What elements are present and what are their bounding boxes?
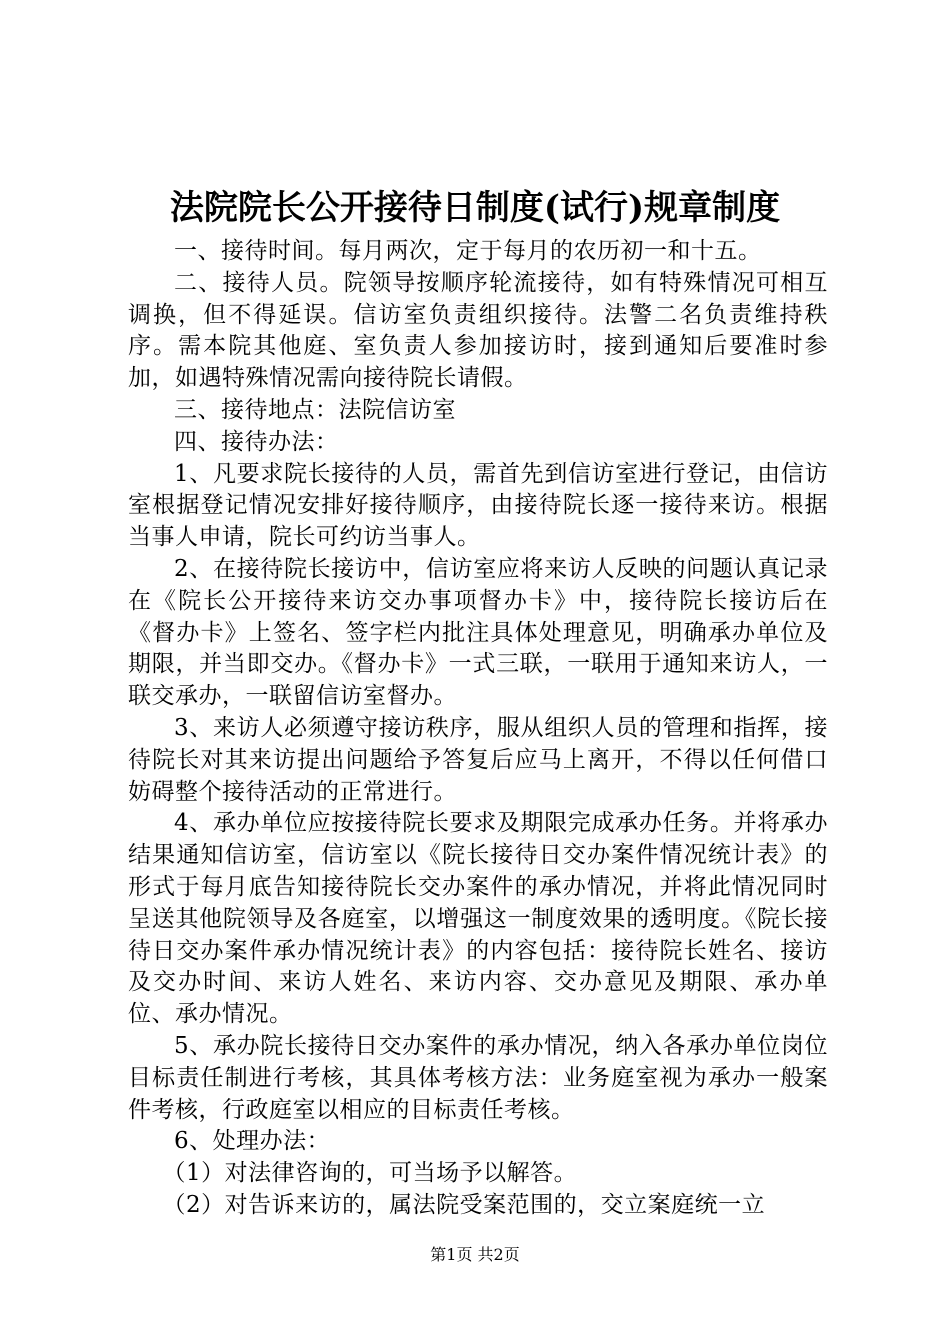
- paragraph-method-2: 2、在接待院长接访中，信访室应将来访人反映的问题认真记录在《院长公开接待来访交办事项督办卡》中，接待院长接访后在《督办卡》上签名、签字栏内批注具体处理意见，明确承办单位及期限，并当即交办。《督办卡》一式三联，一联用于通知来访人，一联交承办，一联留信访室督办。: [128, 555, 828, 710]
- paragraph-method-1: 1、凡要求院长接待的人员，需首先到信访室进行登记，由信访室根据登记情况安排好接待顺序，由接待院长逐一接待来访。根据当事人申请，院长可约访当事人。: [128, 460, 828, 551]
- document-title: 法院院长公开接待日制度(试行)规章制度: [169, 188, 781, 228]
- paragraph-handling-1: （1）对法律咨询的，可当场予以解答。: [162, 1160, 578, 1187]
- paragraph-handling-2: （2）对告诉来访的，属法院受案范围的，交立案庭统一立: [162, 1191, 766, 1218]
- paragraph-reception-location: 三、接待地点：法院信访室: [174, 396, 456, 423]
- paragraph-reception-staff: 二、接待人员。院领导按顺序轮流接待，如有特殊情况可相互调换，但不得延误。信访室负责组织接待。法警二名负责维持秩序。需本院其他庭、室负责人参加接访时，接到通知后要准时参加，如遇特殊情况需向接待院长请假。: [128, 269, 828, 392]
- paragraph-method-6: 6、处理办法：: [174, 1128, 331, 1155]
- paragraph-reception-time: 一、接待时间。每月两次，定于每月的农历初一和十五。: [174, 238, 762, 264]
- document-body: [128, 236, 828, 1222]
- paragraph-method-4: 4、承办单位应按接待院长要求及期限完成承办任务。并将承办结果通知信访室，信访室以《院长接待日交办案件情况统计表》的形式于每月底告知接待院长交办案件的承办情况，并将此情况同时呈送其他院领导及各庭室，以增强这一制度效果的透明度。《院长接待日交办案件承办情况统计表》的内容包括：接待院长姓名、接访及交办时间、来访人姓名、来访内容、交办意见及期限、承办单位、承办情况。: [128, 810, 828, 1028]
- paragraph-method-3: 3、来访人必须遵守接访秩序，服从组织人员的管理和指挥，接待院长对其来访提出问题给予答复后应马上离开，不得以任何借口妨碍整个接待活动的正常进行。: [128, 714, 828, 805]
- paragraph-method-5: 5、承办院长接待日交办案件的承办情况，纳入各承办单位岗位目标责任制进行考核，其具体考核方法：业务庭室视为承办一般案件考核，行政庭室以相应的目标责任考核。: [128, 1032, 828, 1123]
- page-number-footer: 第1页 共2页: [430, 1245, 520, 1264]
- paragraph-reception-methods: 四、接待办法：: [174, 428, 339, 455]
